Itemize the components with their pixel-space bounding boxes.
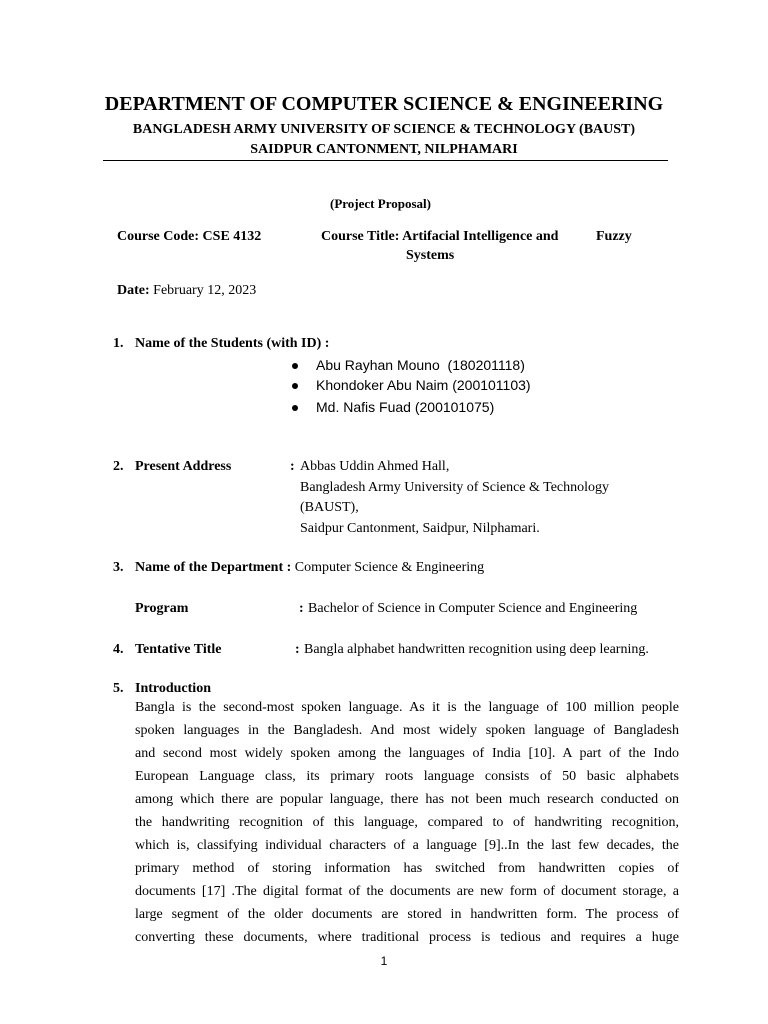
list-item xyxy=(316,399,494,415)
program-value: Bachelor of Science in Computer Science and Engineering xyxy=(308,601,638,616)
student-id: (200101103) xyxy=(452,377,531,393)
introduction-line: European Language class, its primary roots language consists of 50 basic alphabets xyxy=(135,769,679,784)
section-number-2: 2. xyxy=(113,459,124,474)
student-name: Khondoker Abu Naim xyxy=(316,377,449,393)
introduction-line: converting these documents, where traditional process is tedious and requires a huge xyxy=(135,930,679,945)
address-colon: : xyxy=(290,459,295,474)
student-id: (180201118) xyxy=(447,357,525,373)
student-id: (200101075) xyxy=(414,399,495,415)
section-number-1: 1. xyxy=(113,336,124,351)
tentative-title-value: Bangla alphabet handwritten recognition using deep learning. xyxy=(304,642,649,657)
date-field xyxy=(117,283,256,299)
student-name: Abu Rayhan Mouno xyxy=(316,357,440,373)
document-type: (Project Proposal) xyxy=(330,196,431,211)
introduction-line: among which there are popular language, there has not been much research conducted on xyxy=(135,792,679,807)
course-title-line1: Course Title: Artifacial Intelligence and xyxy=(321,229,559,244)
address-line: Saidpur Cantonment, Saidpur, Nilphamari. xyxy=(300,521,540,536)
introduction-line: Bangla is the second-most spoken language. As it is the language of 100 million people xyxy=(135,700,679,715)
department-value: Computer Science & Engineering xyxy=(294,560,485,575)
department-title: DEPARTMENT OF COMPUTER SCIENCE & ENGINEERING xyxy=(104,93,664,115)
department-field xyxy=(135,560,484,576)
tentative-title-colon: : xyxy=(295,642,300,657)
page-number: 1 xyxy=(380,954,388,968)
list-item xyxy=(316,377,531,393)
course-title-fuzzy: Fuzzy xyxy=(596,229,632,244)
bullet-icon xyxy=(292,363,298,369)
address-line: Abbas Uddin Ahmed Hall, xyxy=(300,459,450,474)
address-line: Bangladesh Army University of Science & Technology xyxy=(300,480,610,495)
address-heading: Present Address xyxy=(135,459,232,474)
tentative-title-heading: Tentative Title xyxy=(135,642,222,657)
students-heading: Name of the Students (with ID) : xyxy=(135,336,330,351)
section-number-4: 4. xyxy=(113,642,124,657)
introduction-line: the handwriting recognition of this language, compared to of handwriting recognition, xyxy=(135,815,679,830)
date-label: Date: xyxy=(117,283,150,298)
section-number-3: 3. xyxy=(113,560,124,575)
address-line: (BAUST), xyxy=(300,500,359,515)
department-heading: Name of the Department : xyxy=(135,560,292,575)
introduction-line: spoken languages in the Bangladesh. And most widely spoken language of Bangladesh xyxy=(135,723,679,738)
introduction-line: documents [17] .The digital format of the documents are new form of document storage, a xyxy=(135,884,679,899)
university-name: BANGLADESH ARMY UNIVERSITY OF SCIENCE & TECHNOLOGY (BAUST) xyxy=(132,122,636,137)
list-item xyxy=(316,357,525,373)
student-name: Md. Nafis Fuad xyxy=(316,399,411,415)
university-location: SAIDPUR CANTONMENT, NILPHAMARI xyxy=(250,142,518,157)
program-heading: Program xyxy=(135,601,189,616)
introduction-line: and second most widely spoken among the languages of India [10]. A part of the Indo xyxy=(135,746,679,761)
section-number-5: 5. xyxy=(113,681,124,696)
bullet-icon xyxy=(292,405,298,411)
header-divider xyxy=(103,160,668,161)
bullet-icon xyxy=(292,383,298,389)
introduction-line: large segment of the older documents are stored in handwritten form. The process of xyxy=(135,907,679,922)
course-title-line2: Systems xyxy=(406,248,455,263)
introduction-heading: Introduction xyxy=(135,681,211,696)
introduction-line: which is, classifying individual characters of a language [9]..In the last few decades, the xyxy=(135,838,679,853)
date-value: February 12, 2023 xyxy=(153,283,257,298)
program-colon: : xyxy=(299,601,304,616)
introduction-line: primary method of storing information has switched from handwritten copies of xyxy=(135,861,679,876)
course-code: Course Code: CSE 4132 xyxy=(117,229,262,244)
introduction-body xyxy=(135,696,679,949)
